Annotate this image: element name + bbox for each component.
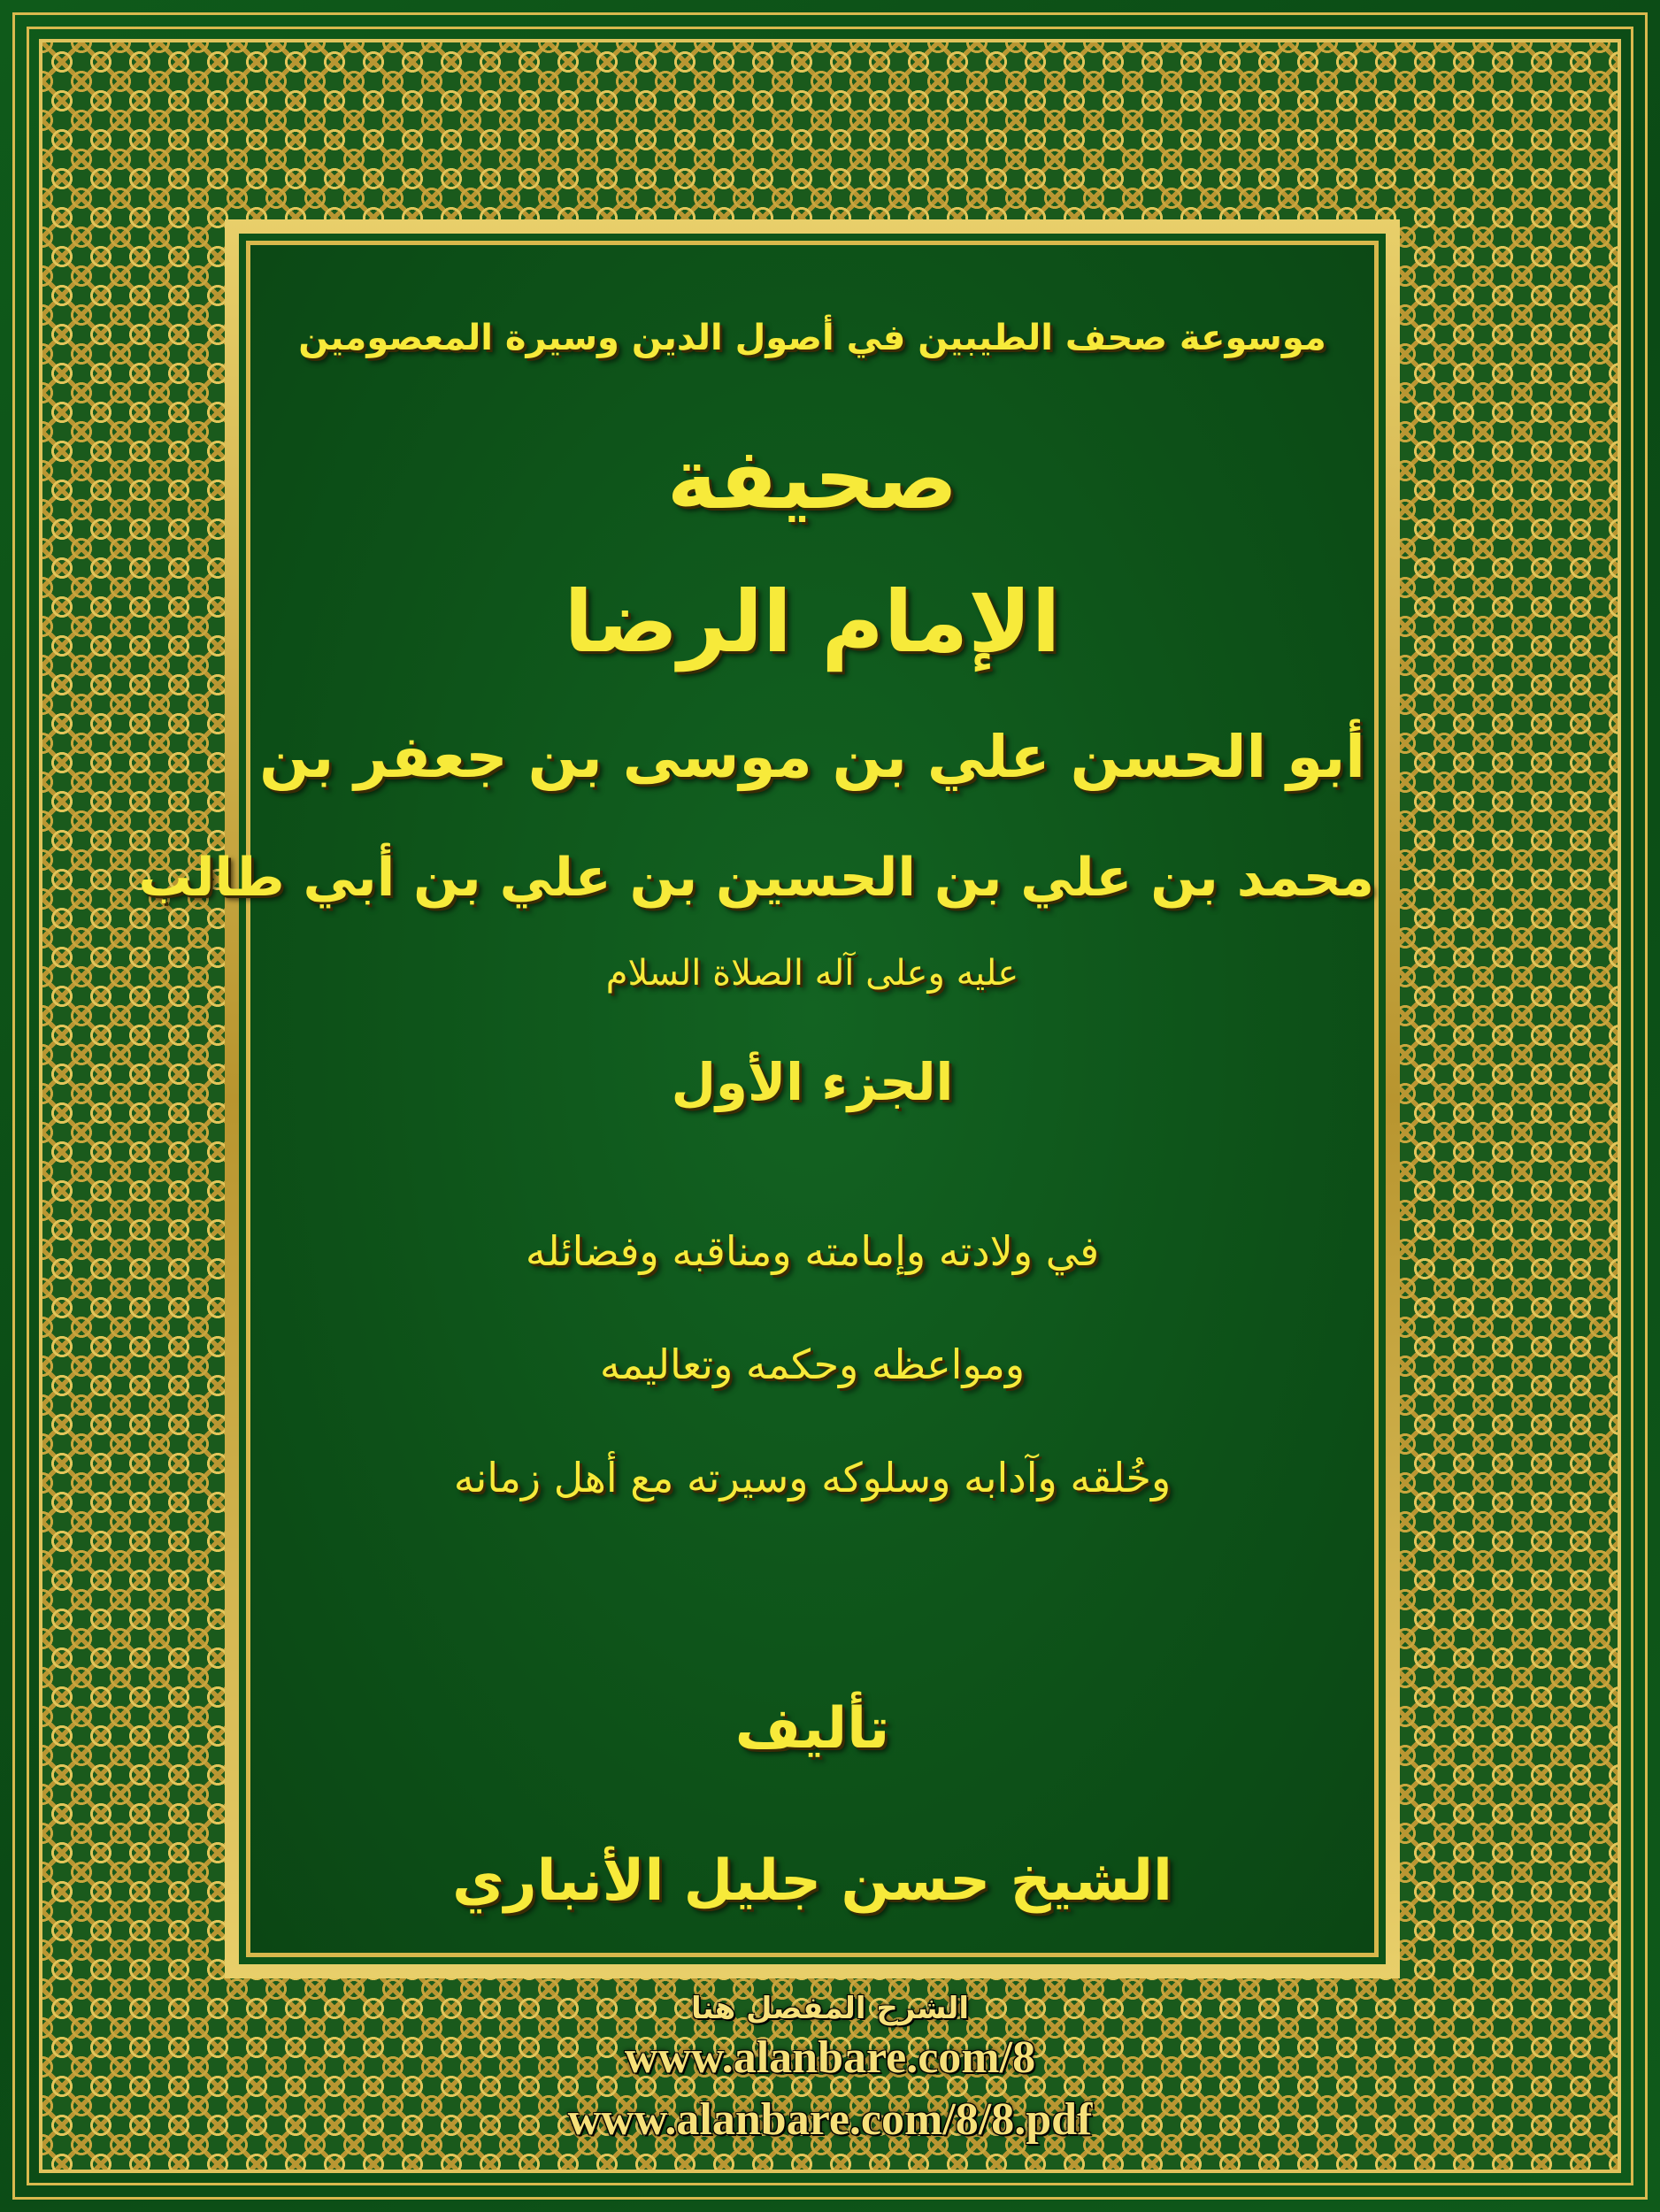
subtitle-line-3: وخُلقه وآدابه وسلوكه وسيرته مع أهل زمانه bbox=[453, 1454, 1172, 1502]
series-title: موسوعة صحف الطيبين في أصول الدين وسيرة المعصومين bbox=[298, 318, 1326, 358]
book-title-line-2: الإمام الرضا bbox=[564, 572, 1061, 672]
author-name: الشيخ حسن جليل الأنباري bbox=[452, 1848, 1172, 1914]
book-title-line-1: صحيفة bbox=[666, 429, 958, 528]
lineage-line-2: محمد بن علي بن الحسين بن علي بن أبي طالب bbox=[138, 847, 1374, 909]
blessing-line: عليه وعلى آله الصلاة السلام bbox=[605, 953, 1019, 994]
subtitle-line-1: في ولادته وإمامته ومناقبه وفضائله bbox=[525, 1227, 1100, 1275]
footer-url-2[interactable]: www.alanbare.com/8/8.pdf bbox=[567, 2094, 1093, 2145]
inner-gold-frame bbox=[138, 219, 1400, 1978]
footer-url-1[interactable]: www.alanbare.com/8 bbox=[624, 2032, 1036, 2083]
authorship-label: تأليف bbox=[734, 1696, 890, 1762]
footer-label: الشرح المفصل هنا bbox=[690, 1991, 970, 2026]
subtitle-line-2: ومواعظه وحكمه وتعاليمه bbox=[599, 1340, 1026, 1388]
volume-label: الجزء الأول bbox=[671, 1052, 954, 1112]
title-panel bbox=[138, 241, 1379, 1957]
lineage-line-1: أبو الحسن علي بن موسى بن جعفر بن bbox=[259, 723, 1365, 791]
